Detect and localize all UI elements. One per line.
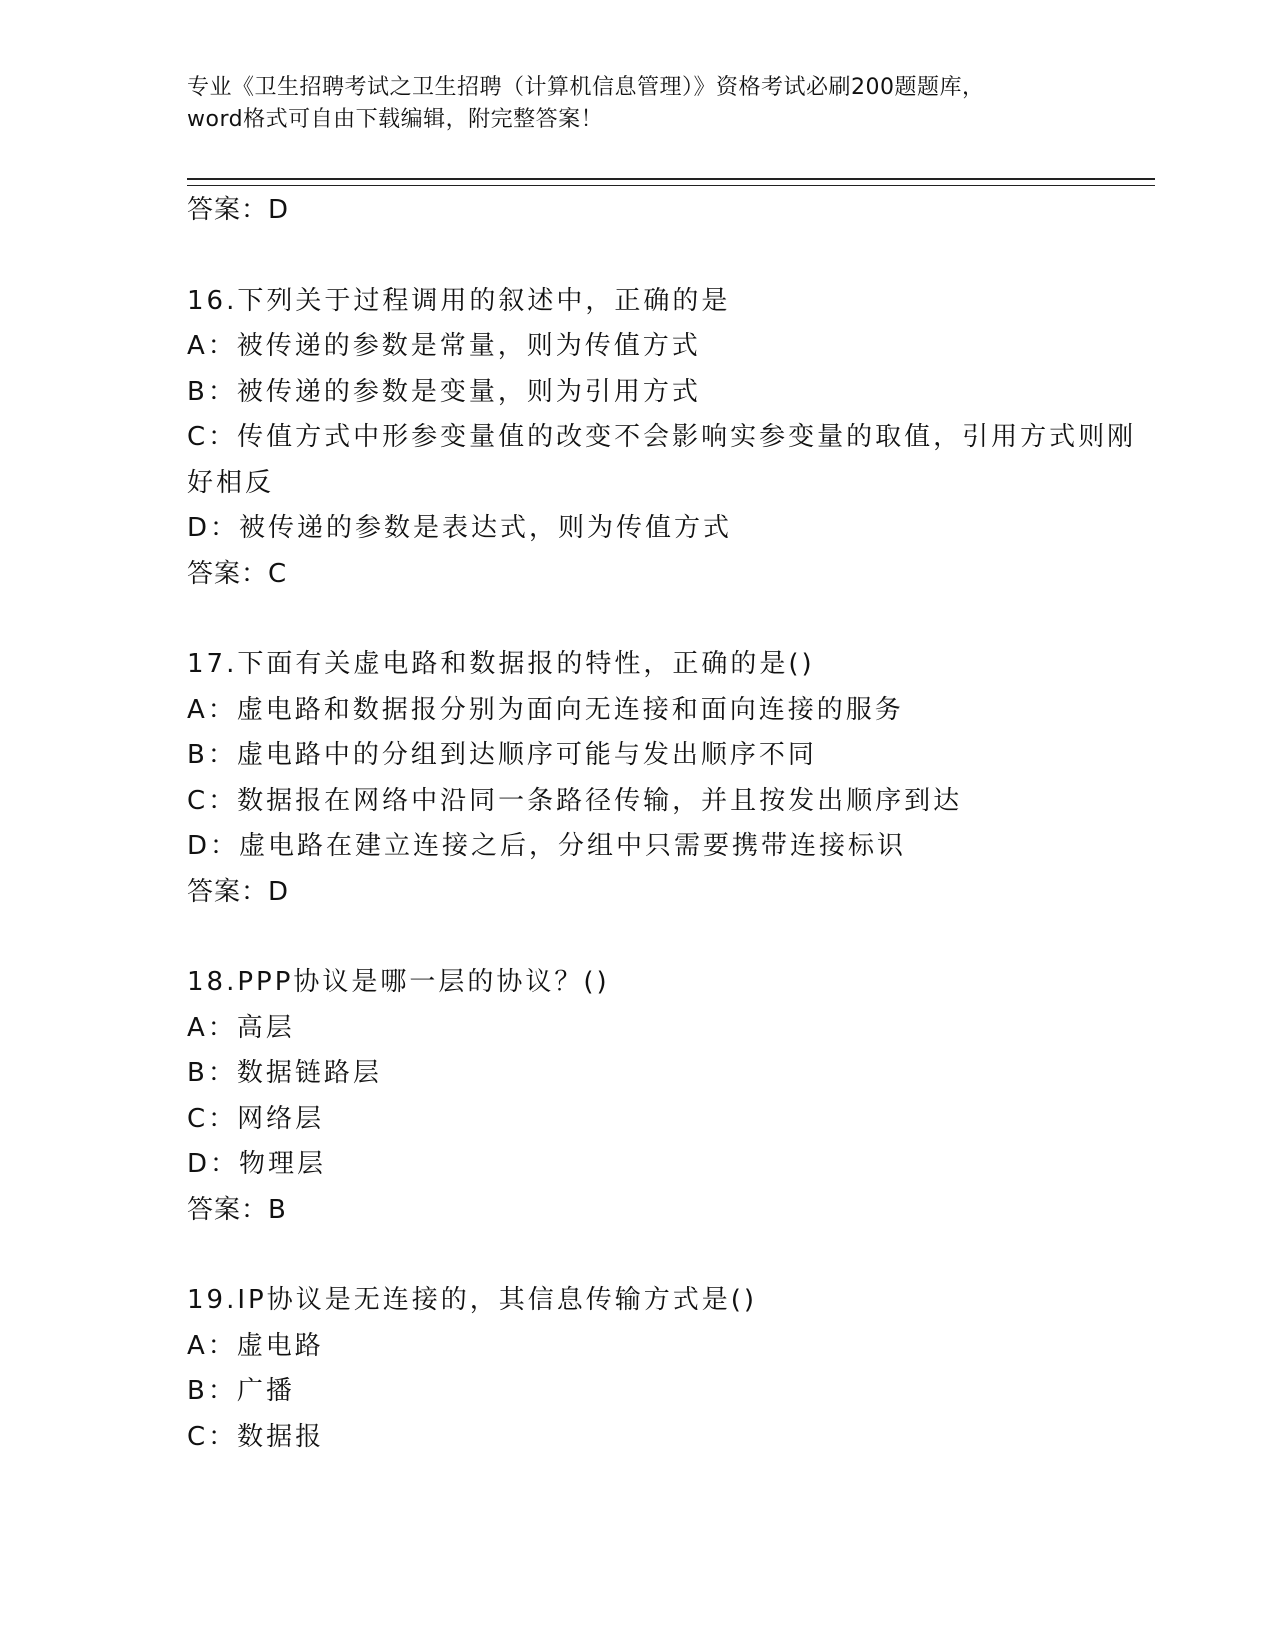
option-c: C：数据报	[187, 1421, 325, 1452]
answer-line: 答案：D	[187, 195, 290, 225]
option-c: C：网络层	[187, 1103, 325, 1134]
option-d: D：虚电路在建立连接之后，分组中只需要携带连接标识	[187, 831, 907, 861]
option-b: B：数据链路层	[187, 1058, 382, 1088]
option-b: B：广播	[187, 1376, 295, 1406]
option-d: D：被传递的参数是表达式，则为传值方式	[187, 513, 733, 543]
question-stem: 17.下面有关虚电路和数据报的特性，正确的是()	[187, 649, 815, 679]
option-a: A：虚电路	[187, 1330, 324, 1361]
header-line-2: word格式可自由下载编辑，附完整答案！	[187, 107, 604, 132]
document-body	[187, 188, 1157, 1460]
option-b: B：被传递的参数是变量，则为引用方式	[187, 376, 701, 407]
question-18	[187, 960, 1157, 1233]
header-line-1: 专业《卫生招聘考试之卫生招聘（计算机信息管理）》资格考试必刷200题题库，	[187, 75, 985, 100]
option-c: C：传值方式中形参变量值的改变不会影响实参变量的取值，引用方式则刚好相反	[187, 422, 1137, 498]
option-b: B：虚电路中的分组到达顺序可能与发出顺序不同	[187, 740, 817, 770]
option-d: D：物理层	[187, 1149, 327, 1179]
option-c: C：数据报在网络中沿同一条路径传输，并且按发出顺序到达	[187, 785, 963, 816]
option-a: A：被传递的参数是常量，则为传值方式	[187, 331, 701, 361]
option-a: A：虚电路和数据报分别为面向无连接和面向连接的服务	[187, 694, 904, 725]
question-stem: 18.PPP协议是哪一层的协议？()	[187, 967, 610, 997]
question-stem: 16.下列关于过程调用的叙述中，正确的是	[187, 285, 731, 316]
question-19	[187, 1278, 1157, 1460]
option-a: A：高层	[187, 1012, 295, 1043]
header-divider	[187, 178, 1155, 186]
page-header	[187, 72, 1087, 136]
answer-line: 答案：B	[187, 1194, 287, 1225]
question-17	[187, 642, 1157, 915]
question-16	[187, 279, 1157, 598]
answer-line: 答案：C	[187, 558, 288, 589]
answer-line: 答案：D	[187, 876, 290, 907]
question-stem: 19.IP协议是无连接的，其信息传输方式是()	[187, 1285, 757, 1315]
